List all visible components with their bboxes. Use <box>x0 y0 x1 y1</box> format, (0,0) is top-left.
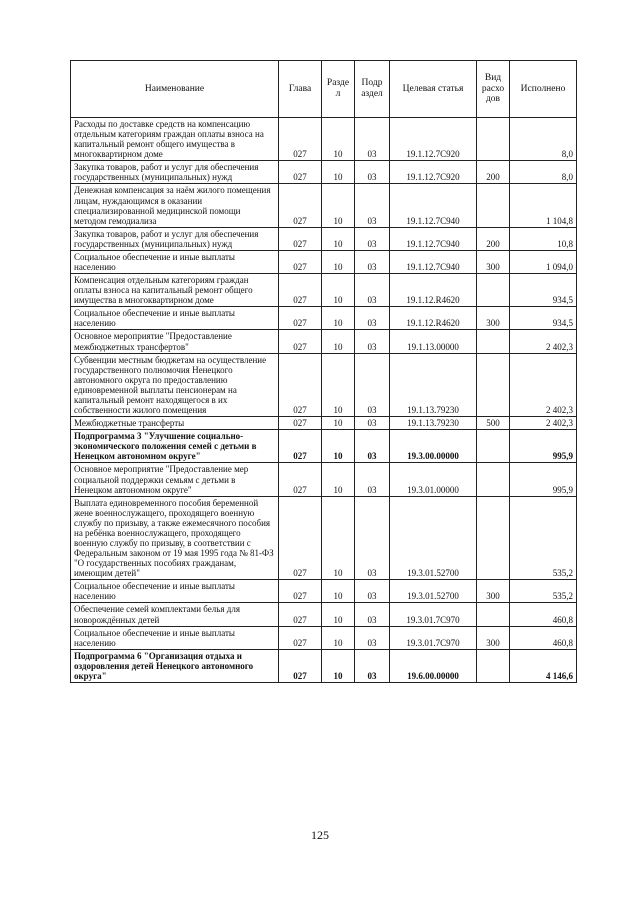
cell-target: 19.1.12.7С940 <box>390 227 477 250</box>
cell-subsection: 03 <box>355 184 390 227</box>
cell-subsection: 03 <box>355 274 390 307</box>
table-body <box>71 118 577 683</box>
cell-subsection: 03 <box>355 118 390 161</box>
cell-expense-type <box>477 274 510 307</box>
table-row <box>71 649 577 682</box>
cell-target: 19.1.12.R4620 <box>390 274 477 307</box>
cell-name: Денежная компенсация за наём жилого помещения лицам, нуждающимся в оказании специализированной медицинской помощи методом гемодиализа <box>71 184 279 227</box>
cell-expense-type <box>477 603 510 626</box>
cell-target: 19.1.12.R4620 <box>390 307 477 330</box>
table-row <box>71 353 577 416</box>
cell-expense-type <box>477 649 510 682</box>
cell-executed: 2 402,3 <box>510 353 577 416</box>
cell-chapter: 027 <box>279 580 322 603</box>
cell-chapter: 027 <box>279 496 322 580</box>
cell-subsection: 03 <box>355 330 390 353</box>
cell-section: 10 <box>322 227 355 250</box>
cell-name: Компенсация отдельным категориям граждан оплаты взноса на капитальный ремонт общего имущества в многоквартирном доме <box>71 274 279 307</box>
cell-subsection: 03 <box>355 649 390 682</box>
cell-name: Основное мероприятие "Предоставление мер социальной поддержки семьям с детьми в Ненецком автономном округе" <box>71 463 279 496</box>
cell-target: 19.1.13.79230 <box>390 417 477 430</box>
cell-executed: 1 104,8 <box>510 184 577 227</box>
cell-section: 10 <box>322 161 355 184</box>
cell-section: 10 <box>322 603 355 626</box>
cell-subsection: 03 <box>355 227 390 250</box>
cell-chapter: 027 <box>279 463 322 496</box>
cell-name: Подпрограмма 3 "Улучшение социально-экономического положения семей с детьми в Ненецком автономном округе" <box>71 430 279 463</box>
cell-name: Социальное обеспечение и иные выплаты населению <box>71 580 279 603</box>
cell-section: 10 <box>322 307 355 330</box>
cell-target: 19.1.13.79230 <box>390 353 477 416</box>
table-header-row <box>71 61 577 118</box>
cell-executed: 934,5 <box>510 274 577 307</box>
cell-chapter: 027 <box>279 250 322 273</box>
cell-chapter: 027 <box>279 649 322 682</box>
cell-chapter: 027 <box>279 307 322 330</box>
cell-section: 10 <box>322 649 355 682</box>
cell-subsection: 03 <box>355 496 390 580</box>
cell-name: Социальное обеспечение и иные выплаты населению <box>71 307 279 330</box>
cell-name: Расходы по доставке средств на компенсацию отдельным категориям граждан оплаты взноса на капитальный ремонт общего имущества в многоквартирном доме <box>71 118 279 161</box>
table-row <box>71 580 577 603</box>
table-row <box>71 307 577 330</box>
budget-table <box>70 60 577 683</box>
cell-target: 19.6.00.00000 <box>390 649 477 682</box>
header-subsection: Подр аздел <box>355 61 390 118</box>
cell-chapter: 027 <box>279 118 322 161</box>
cell-name: Обеспечение семей комплектами белья для новорождённых детей <box>71 603 279 626</box>
cell-name: Межбюджетные трансферты <box>71 417 279 430</box>
cell-expense-type: 300 <box>477 580 510 603</box>
cell-chapter: 027 <box>279 417 322 430</box>
cell-target: 19.3.01.52700 <box>390 580 477 603</box>
cell-expense-type <box>477 430 510 463</box>
cell-chapter: 027 <box>279 184 322 227</box>
cell-chapter: 027 <box>279 430 322 463</box>
cell-expense-type: 300 <box>477 250 510 273</box>
cell-executed: 2 402,3 <box>510 417 577 430</box>
table-row <box>71 118 577 161</box>
table-row <box>71 161 577 184</box>
table-row <box>71 626 577 649</box>
cell-subsection: 03 <box>355 580 390 603</box>
table-row <box>71 496 577 580</box>
cell-executed: 1 094,0 <box>510 250 577 273</box>
header-target: Целевая статья <box>390 61 477 118</box>
cell-expense-type <box>477 463 510 496</box>
cell-chapter: 027 <box>279 603 322 626</box>
table-row <box>71 430 577 463</box>
cell-subsection: 03 <box>355 430 390 463</box>
cell-target: 19.3.01.7С970 <box>390 603 477 626</box>
table-row <box>71 330 577 353</box>
cell-executed: 460,8 <box>510 603 577 626</box>
header-expense-type: Вид расхо дов <box>477 61 510 118</box>
table-row <box>71 417 577 430</box>
cell-expense-type <box>477 330 510 353</box>
cell-expense-type <box>477 184 510 227</box>
cell-section: 10 <box>322 417 355 430</box>
table-row <box>71 184 577 227</box>
cell-name: Субвенции местным бюджетам на осуществление государственного полномочия Ненецкого автономного округа по предоставлению единовременной выплаты пенсионерам на капитальный ремонт находящегося в их собственности жилого помещения <box>71 353 279 416</box>
cell-chapter: 027 <box>279 161 322 184</box>
cell-name: Закупка товаров, работ и услуг для обеспечения государственных (муниципальных) нужд <box>71 227 279 250</box>
cell-subsection: 03 <box>355 626 390 649</box>
cell-name: Основное мероприятие "Предоставление межбюджетных трансфертов" <box>71 330 279 353</box>
cell-executed: 535,2 <box>510 496 577 580</box>
cell-target: 19.3.01.00000 <box>390 463 477 496</box>
cell-executed: 8,0 <box>510 161 577 184</box>
cell-subsection: 03 <box>355 417 390 430</box>
cell-name: Подпрограмма 6 "Организация отдыха и оздоровления детей Ненецкого автономного округа" <box>71 649 279 682</box>
cell-executed: 10,8 <box>510 227 577 250</box>
header-name: Наименование <box>71 61 279 118</box>
page-number: 125 <box>311 828 329 842</box>
cell-target: 19.1.12.7С940 <box>390 184 477 227</box>
cell-subsection: 03 <box>355 161 390 184</box>
cell-section: 10 <box>322 274 355 307</box>
header-chapter: Глава <box>279 61 322 118</box>
cell-expense-type: 300 <box>477 307 510 330</box>
cell-subsection: 03 <box>355 603 390 626</box>
cell-executed: 2 402,3 <box>510 330 577 353</box>
cell-chapter: 027 <box>279 330 322 353</box>
cell-name: Социальное обеспечение и иные выплаты населению <box>71 250 279 273</box>
cell-subsection: 03 <box>355 463 390 496</box>
cell-expense-type <box>477 496 510 580</box>
cell-target: 19.3.01.7С970 <box>390 626 477 649</box>
cell-target: 19.3.00.00000 <box>390 430 477 463</box>
cell-chapter: 027 <box>279 353 322 416</box>
cell-expense-type: 200 <box>477 227 510 250</box>
cell-expense-type <box>477 353 510 416</box>
cell-section: 10 <box>322 463 355 496</box>
table-row <box>71 227 577 250</box>
cell-section: 10 <box>322 430 355 463</box>
cell-chapter: 027 <box>279 626 322 649</box>
cell-subsection: 03 <box>355 307 390 330</box>
cell-expense-type <box>477 118 510 161</box>
cell-name: Закупка товаров, работ и услуг для обеспечения государственных (муниципальных) нужд <box>71 161 279 184</box>
cell-subsection: 03 <box>355 250 390 273</box>
cell-section: 10 <box>322 184 355 227</box>
table-row <box>71 603 577 626</box>
cell-executed: 535,2 <box>510 580 577 603</box>
cell-section: 10 <box>322 496 355 580</box>
cell-section: 10 <box>322 118 355 161</box>
cell-section: 10 <box>322 250 355 273</box>
cell-expense-type: 300 <box>477 626 510 649</box>
cell-section: 10 <box>322 353 355 416</box>
cell-chapter: 027 <box>279 274 322 307</box>
cell-target: 19.1.12.7С920 <box>390 161 477 184</box>
table-row <box>71 250 577 273</box>
cell-section: 10 <box>322 626 355 649</box>
cell-executed: 995,9 <box>510 463 577 496</box>
cell-expense-type: 200 <box>477 161 510 184</box>
cell-executed: 4 146,6 <box>510 649 577 682</box>
cell-section: 10 <box>322 580 355 603</box>
cell-executed: 934,5 <box>510 307 577 330</box>
cell-executed: 8,0 <box>510 118 577 161</box>
cell-chapter: 027 <box>279 227 322 250</box>
cell-target: 19.1.12.7С920 <box>390 118 477 161</box>
cell-name: Выплата единовременного пособия беременной жене военнослужащего, проходящего военную службу по призыву, а также ежемесячного пособия на ребёнка военнослужащего, проходящего военную службу по призыву, в соответствии с Федеральным законом от 19 мая 1995 года № 81-ФЗ "О государственных пособиях гражданам, имеющим детей" <box>71 496 279 580</box>
cell-target: 19.3.01.52700 <box>390 496 477 580</box>
cell-executed: 460,8 <box>510 626 577 649</box>
cell-expense-type: 500 <box>477 417 510 430</box>
header-executed: Исполнено <box>510 61 577 118</box>
cell-target: 19.1.12.7С940 <box>390 250 477 273</box>
table-row <box>71 274 577 307</box>
cell-subsection: 03 <box>355 353 390 416</box>
cell-target: 19.1.13.00000 <box>390 330 477 353</box>
cell-name: Социальное обеспечение и иные выплаты населению <box>71 626 279 649</box>
table-row <box>71 463 577 496</box>
cell-section: 10 <box>322 330 355 353</box>
header-section: Разде л <box>322 61 355 118</box>
cell-executed: 995,9 <box>510 430 577 463</box>
